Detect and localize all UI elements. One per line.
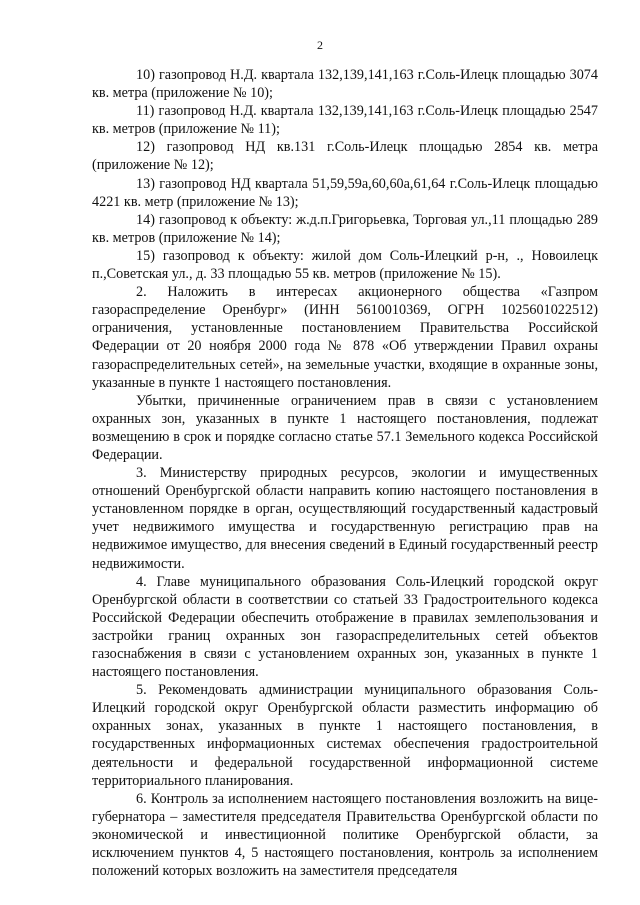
paragraph-clause-2: 2. Наложить в интересах акционерного общества «Газпром газораспределение Оренбург» (ИНН 5610010369, ОГРН 1025601022512) ограничения, установленные постановлением Правительства Российской Федерации от 20 ноября 2000 года № 878 «Об утверждении Правил охраны газораспределительных сетей», на земельные участки, входящие в охранные зоны, указанные в пункте 1 настоящего постановления.	[92, 284, 598, 391]
paragraph-item-12: 12) газопровод НД кв.131 г.Соль-Илецк площадью 2854 кв. метра (приложение № 12);	[92, 139, 598, 174]
paragraph-item-11: 11) газопровод Н.Д. квартала 132,139,141,163 г.Соль-Илецк площадью 2547 кв. метров (приложение № 11);	[92, 103, 598, 138]
paragraph-clause-5: 5. Рекомендовать администрации муниципального образования Соль-Илецкий городской округ Оренбургской области разместить информацию об охранных зонах, указанных в пункте 1 настоящего постановления, в государственных информационных системах обеспечения градостроительной деятельности и федеральной государственной информационной системе территориального планирования.	[92, 682, 598, 789]
page-number: 2	[317, 38, 323, 52]
paragraph-item-13: 13) газопровод НД квартала 51,59,59а,60,60а,61,64 г.Соль-Илецк площадью 4221 кв. метр (приложение № 13);	[92, 175, 598, 210]
paragraph-clause-6: 6. Контроль за исполнением настоящего постановления возложить на вице-губернатора – заместителя председателя Правительства Оренбургской области по экономической и инвестиционной политике Оренбургской области, за исключением пунктов 4, 5 настоящего постановления, контроль за исполнением положений которых возложить на заместителя председателя	[92, 790, 598, 880]
paragraph-clause-3: 3. Министерству природных ресурсов, экологии и имущественных отношений Оренбургской области направить копию настоящего постановления в установленном порядке в орган, осуществляющий государственный кадастровый учет недвижимого имущества и государственную регистрацию прав на недвижимое имущество, для внесения сведений в Единый государственный реестр недвижимости.	[92, 465, 598, 572]
document-body	[92, 66, 598, 880]
paragraph-clause-4: 4. Главе муниципального образования Соль-Илецкий городской округ Оренбургской области в соответствии со статьей 33 Градостроительного кодекса Российской Федерации обеспечить отображение в правилах землепользования и застройки границ охранных зон газораспределительных сетей объектов газоснабжения в связи с установлением охранных зон, указанных в пункте 1 настоящего постановления.	[92, 573, 598, 681]
paragraph-clause-2-damages: Убытки, причиненные ограничением прав в связи с установлением охранных зон, указанных в пункте 1 настоящего постановления, подлежат возмещению в срок и порядке согласно статье 57.1 Земельного кодекса Российской Федерации.	[92, 392, 598, 463]
paragraph-item-10: 10) газопровод Н.Д. квартала 132,139,141,163 г.Соль-Илецк площадью 3074 кв. метра (приложение № 10);	[92, 67, 598, 102]
paragraph-item-14: 14) газопровод к объекту: ж.д.п.Григорьевка, Торговая ул.,11 площадью 289 кв. метров (приложение № 14);	[92, 211, 598, 246]
paragraph-item-15: 15) газопровод к объекту: жилой дом Соль-Илецкий р-н, ., Новоилецк п.,Советская ул., д. 33 площадью 55 кв. метров (приложение № 15).	[92, 247, 598, 283]
